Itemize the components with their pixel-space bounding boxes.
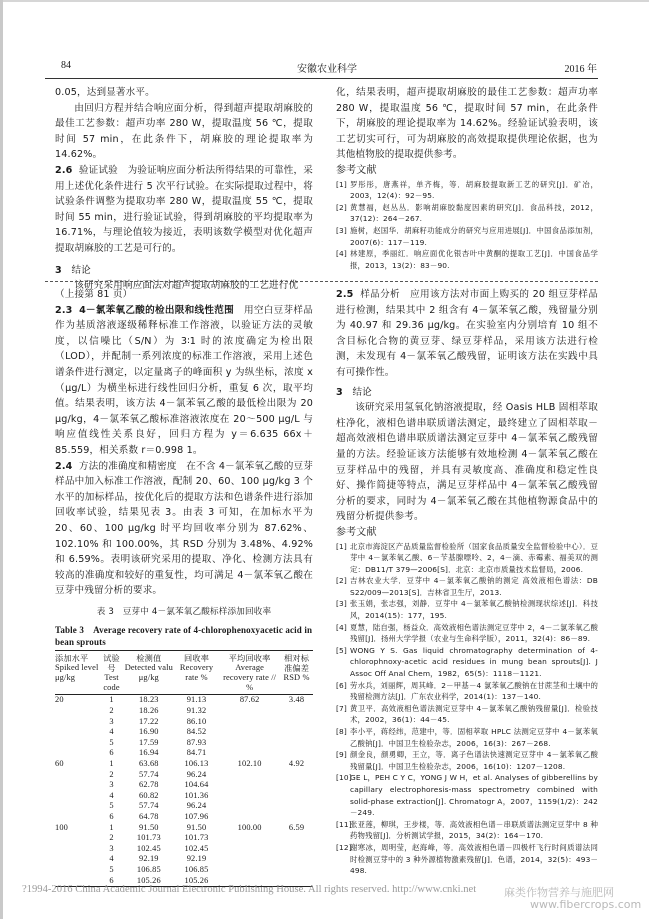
cell-test-code: 4 bbox=[109, 790, 114, 800]
reference-item bbox=[336, 598, 598, 621]
section-title: 样品分析 bbox=[360, 289, 400, 300]
cell-average-recovery bbox=[219, 854, 280, 865]
table-header-row bbox=[55, 651, 313, 695]
cell-detected-value: 101.73 bbox=[136, 833, 161, 843]
reference-text: 谢寒冰，周明莹，赵海峰，等．高效液相色谱－四极杆飞行时间质谱法同时检测豆芽中的 3 种外源植物激素残留[J]．色谱，2014，32(5)：493－498. bbox=[350, 842, 598, 876]
cell-detected-value: 16.94 bbox=[139, 748, 159, 758]
cell-test-code: 1 bbox=[109, 822, 114, 832]
cell-detected-value: 60.82 bbox=[139, 790, 159, 800]
section-number: 2.5 bbox=[336, 289, 354, 300]
cell-detected-value: 17.22 bbox=[139, 716, 159, 726]
cell-spiked-level bbox=[55, 801, 99, 812]
reference-list bbox=[336, 179, 598, 272]
cell-average-recovery bbox=[219, 791, 280, 802]
cell-rsd bbox=[280, 791, 313, 802]
section-number: 2.4 bbox=[55, 460, 73, 472]
header-detected-value: 检测值 Detected valu μg/kg bbox=[124, 653, 173, 683]
reference-item bbox=[336, 772, 598, 818]
reference-item bbox=[336, 703, 598, 726]
header-recovery-rate: 回收率 Recovery rate % bbox=[179, 653, 214, 683]
section-number: 3 bbox=[336, 386, 343, 398]
header-spiked-level: 添加水平 Spiked level μg/kg bbox=[55, 653, 99, 683]
cell-average-recovery bbox=[219, 780, 280, 791]
cell-detected-value: 18.23 bbox=[139, 695, 159, 705]
section-title: 结论 bbox=[352, 386, 372, 398]
cell-average-recovery bbox=[219, 738, 280, 749]
reference-number: [6] bbox=[336, 680, 347, 690]
cell-recovery-rate: 106.13 bbox=[184, 759, 209, 769]
table-row bbox=[55, 706, 313, 717]
table-row bbox=[55, 780, 313, 791]
cell-rsd: 6.59 bbox=[288, 822, 305, 832]
reference-number: [10] bbox=[336, 773, 352, 783]
cell-spiked-level bbox=[55, 854, 99, 865]
table-row bbox=[55, 865, 313, 876]
section-text: 为验证响应面分析法所得结果的可靠性，采用上述优化条件进行 5 次平行试验。在实际提取过程中，将试验条件调整为提取功率 280 W，提取温度 55 ℃，提取时间 55 min，进行验证试验，得到胡麻胶的平均提取率为 16.71%，与理论值较为接近，表明该数学模型对优化超声提取胡麻胶的工艺是可行的。 bbox=[55, 164, 313, 254]
table-row bbox=[55, 695, 313, 706]
cell-test-code: 4 bbox=[109, 854, 114, 864]
cell-detected-value: 106.85 bbox=[136, 864, 161, 874]
reference-text: 张亚莲，柳琪，王步楼，等．高效液相色谱－串联质谱法测定豆芽中 8 种药物残留[J]．分析测试学报，2015，34(2)：164－170. bbox=[350, 819, 598, 841]
section-number: 3 bbox=[55, 264, 62, 276]
reference-item bbox=[336, 680, 598, 703]
cell-spiked-level bbox=[55, 738, 99, 749]
reference-item bbox=[336, 819, 598, 842]
cell-spiked-level: 100 bbox=[55, 822, 69, 832]
cell-recovery-rate: 104.64 bbox=[184, 780, 209, 790]
reference-number: [12] bbox=[336, 842, 352, 852]
cell-average-recovery bbox=[219, 748, 280, 759]
cell-rsd bbox=[280, 738, 313, 749]
table-row bbox=[55, 770, 313, 781]
cell-test-code: 6 bbox=[109, 812, 114, 821]
table-caption-en: Table 3 Average recovery rate of 4-chlorophenoxyacetic acid in bean sprouts bbox=[55, 625, 313, 648]
cell-rsd bbox=[280, 854, 313, 865]
page-left-edge bbox=[0, 0, 3, 919]
cell-recovery-rate: 91.32 bbox=[186, 706, 207, 716]
cell-recovery-rate: 105.26 bbox=[174, 876, 219, 887]
reference-number: [9] bbox=[336, 750, 347, 760]
reference-number: [2] bbox=[336, 202, 347, 212]
reference-item bbox=[336, 726, 598, 749]
cell-rsd bbox=[280, 865, 313, 876]
cell-test-code: 3 bbox=[109, 780, 114, 790]
cell-average-recovery bbox=[219, 833, 280, 844]
cell-average-recovery: 87.62 bbox=[239, 695, 260, 705]
cell-rsd bbox=[280, 844, 313, 855]
cell-rsd: 3.48 bbox=[288, 695, 305, 705]
section-number: 2.3 bbox=[55, 304, 73, 316]
cell-test-code: 4 bbox=[109, 727, 114, 737]
header-test-code: 试验号 Test code bbox=[103, 653, 120, 693]
section-title: 结论 bbox=[71, 264, 91, 276]
table-row bbox=[55, 717, 313, 728]
cell-spiked-level bbox=[55, 791, 99, 802]
cell-recovery-rate: 86.10 bbox=[186, 716, 207, 726]
reference-item bbox=[336, 749, 598, 772]
reference-text: 林建原，季丽红．响应面优化银杏叶中黄酮的提取工艺[J]．中国食品学报，2013，13(2)：83－90. bbox=[350, 249, 598, 270]
reference-text: 罗彤彤，唐燕祥，单齐梅，等．胡麻胶提取新工艺的研究[J]．矿冶，2003，12(4)：92－95. bbox=[350, 179, 598, 201]
cell-recovery-rate: 91.13 bbox=[186, 695, 207, 705]
top-left-column bbox=[55, 85, 313, 294]
cell-test-code: 6 bbox=[109, 748, 114, 758]
section-2-3 bbox=[55, 303, 313, 459]
references-heading: 参考文献 bbox=[336, 526, 377, 538]
cell-test-code: 3 bbox=[109, 716, 114, 726]
reference-text: 劳水兵，刘丽辉，周其峰．2－甲基－4 氯苯氧乙酸钠在甘蔗茎和土壤中的残留检测方法[J]．广东农业科学，2014(1)：137－140. bbox=[350, 680, 598, 702]
continued-note: （上接第 81 页） bbox=[55, 289, 133, 300]
cell-average-recovery bbox=[219, 706, 280, 717]
cell-recovery-rate: 84.71 bbox=[186, 748, 207, 758]
page-top-edge bbox=[0, 0, 649, 2]
cell-average-recovery bbox=[219, 812, 280, 823]
header-rsd: 相对标准偏差 RSD % bbox=[283, 653, 310, 683]
section-3-heading bbox=[55, 263, 313, 279]
cell-rsd: 4.92 bbox=[288, 759, 305, 769]
section-text: 在不含 4－氯苯氧乙酸的豆芽样品中加入标准工作溶液，配制 20、60、100 μg/kg 3 个水平的加标样品，按优化后的提取方法和色谱条件进行添加回收率试验，结果见表 3。由表 3 可知，在加标水平为 20、60、100 μg/kg 时平均回收率分别为 87.62%、102.10% 和 100.00%，其 RSD 分别为 3.48%、4.92% 和 6.59%。表明该研究采用的提取、净化、检测方法具有较高的准确度和较好的重复性，均可满足 4－氯苯氧乙酸在豆芽中残留分析的要求。 bbox=[55, 460, 313, 597]
cell-rsd bbox=[280, 801, 313, 812]
reference-number: [1] bbox=[336, 541, 347, 551]
bottom-left-column bbox=[55, 287, 313, 887]
references-heading: 参考文献 bbox=[336, 164, 377, 176]
journal-name: 安徽农业科学 bbox=[297, 64, 357, 75]
reference-text: 北京市海淀区产品质量监督检验所（国家食品质量安全监督检验中心）．豆芽中 4－氯苯氧乙酸、6－苄基腺嘌呤、2，4－滴、赤霉素、福美双的测定：DB11/T 379—2006[S]．北京：北京市质量技术监督局，2006. bbox=[350, 541, 598, 574]
table-row bbox=[55, 823, 313, 834]
top-right-column bbox=[336, 85, 598, 271]
reference-item bbox=[336, 645, 598, 680]
cell-rsd bbox=[280, 780, 313, 791]
reference-number: [5] bbox=[336, 645, 347, 655]
cell-test-code: 1 bbox=[109, 695, 114, 705]
cell-rsd bbox=[280, 833, 313, 844]
paragraph: 0.05，达到显著水平。 bbox=[55, 87, 155, 98]
cell-spiked-level bbox=[55, 833, 99, 844]
page-number: 84 bbox=[61, 60, 71, 71]
cell-recovery-rate: 92.19 bbox=[186, 854, 207, 864]
cell-rsd bbox=[280, 727, 313, 738]
cell-test-code: 6 bbox=[99, 876, 123, 887]
cell-recovery-rate: 96.24 bbox=[186, 769, 207, 779]
reference-text: 吉林农业大学．豆芽中 4－氯苯氧乙酸钠的测定 高效液相色谱法：DB S22/009—2013[S]．吉林省卫生厅，2013. bbox=[350, 576, 598, 597]
reference-item bbox=[336, 202, 598, 225]
reference-text: 颜金良，颜勇卿，王立，等．离子色谱法快速测定豆芽中 4－氯苯氧乙酸残留量[J]．中国卫生检验杂志，2006，16(10)：1207－1208. bbox=[350, 750, 598, 771]
cell-detected-value: 64.78 bbox=[139, 812, 159, 821]
cell-test-code: 2 bbox=[109, 706, 114, 716]
running-header bbox=[57, 60, 597, 78]
article-separator bbox=[45, 281, 598, 282]
reference-item bbox=[336, 248, 598, 271]
cell-average-recovery bbox=[219, 770, 280, 781]
reference-number: [11] bbox=[336, 819, 352, 829]
table-row bbox=[55, 801, 313, 812]
reference-item bbox=[336, 622, 598, 645]
cell-spiked-level bbox=[55, 865, 99, 876]
cell-detected-value: 63.68 bbox=[139, 759, 159, 769]
reference-text: WONG Y S. Gas liquid chromatography determination of 4-chlorophnoxy-acetic acid residues in mung bean sprouts[J]. J Assoc Off Anal Chem，1982，65(5)：1118－1121. bbox=[350, 645, 598, 679]
reference-text: 施树，赵国华．胡麻籽功能成分的研究与应用进展[J]．中国食品添加剂，2007(6)：117－119. bbox=[350, 225, 598, 247]
table-row bbox=[55, 759, 313, 770]
table-row bbox=[55, 738, 313, 749]
cell-test-code: 3 bbox=[109, 843, 114, 853]
cell-average-recovery: 102.10 bbox=[237, 759, 262, 769]
reference-text: 张玉娟，张志强，刘静．豆芽中 4－氯苯氧乙酸钠检测现状综述[J]．科技风，2014(15)：177，195. bbox=[350, 599, 598, 621]
section-text: 用空白豆芽样品作为基质溶液逐级稀释标准工作溶液，以验证方法的灵敏度，以信噪比（S/N）为 3∶1 时的浓度确定为检出限（LOD），并配制一系列浓度的标准工作溶液，采用上述色谱条件进行测定，以定量离子的峰面积 y 为纵坐标，浓度 x（μg/L）为横坐标进行线性回归分析，重复 6 次，取平均值。结果表明，该方法 4－氯苯氧乙酸的最低检出限为 20 μg/kg，4－氯苯氧乙酸标准溶液浓度在 20～500 μg/L 与响应值线性关系良好，回归方程为 y＝6.635 66x＋85.559，相关系数 r＝0.998 1。 bbox=[55, 304, 313, 456]
cell-spiked-level bbox=[55, 706, 99, 717]
reference-item bbox=[336, 575, 598, 598]
cell-detected-value: 16.90 bbox=[139, 727, 159, 737]
reference-item bbox=[336, 842, 598, 877]
table-row bbox=[55, 854, 313, 865]
cell-recovery-rate: 87.93 bbox=[186, 737, 207, 747]
cell-recovery-rate: 106.85 bbox=[184, 864, 209, 874]
section-3-heading bbox=[336, 385, 598, 401]
bottom-right-column bbox=[336, 287, 598, 877]
cell-recovery-rate: 107.96 bbox=[184, 812, 209, 821]
cell-spiked-level bbox=[55, 748, 99, 759]
cell-test-code: 2 bbox=[109, 769, 114, 779]
cell-detected-value: 18.26 bbox=[139, 706, 159, 716]
cell-recovery-rate: 101.73 bbox=[184, 833, 209, 843]
cell-spiked-level: 60 bbox=[55, 759, 64, 769]
header-rule bbox=[45, 78, 598, 79]
cell-rsd bbox=[280, 770, 313, 781]
reference-text: GE L，PEH C Y C，YONG J W H，et al. Analyses of gibberellins by capillary electrophoresis-mass spectrometry combined with solid-phase extraction[J]. Chromatogr A，2007，1159(1/2)：242－249. bbox=[350, 773, 598, 818]
reference-text: 黄慧福，赵丛丛．影响胡麻胶黏度因素的研究[J]．食品科技，2012，37(12)：264－267. bbox=[350, 202, 598, 224]
table-row bbox=[55, 791, 313, 802]
cell-test-code: 5 bbox=[109, 801, 114, 811]
cell-average-recovery bbox=[219, 865, 280, 876]
watermark-text: 麻类作物营养与施肥网 bbox=[504, 886, 614, 899]
section-title: 方法的准确度和精密度 bbox=[78, 460, 177, 472]
cell-average-recovery bbox=[219, 844, 280, 855]
cell-average-recovery: 100.00 bbox=[237, 822, 262, 832]
cell-spiked-level bbox=[55, 780, 99, 791]
cell-spiked-level bbox=[55, 844, 99, 855]
cell-spiked-level bbox=[55, 727, 99, 738]
reference-item bbox=[336, 179, 598, 202]
cell-test-code: 1 bbox=[109, 759, 114, 769]
table-row bbox=[55, 812, 313, 823]
cell-rsd bbox=[280, 748, 313, 759]
cell-test-code: 5 bbox=[109, 864, 114, 874]
reference-list bbox=[336, 541, 598, 877]
cell-detected-value: 92.19 bbox=[139, 854, 159, 864]
reference-number: [4] bbox=[336, 622, 347, 632]
cell-rsd bbox=[280, 706, 313, 717]
section-title: 验证试验 bbox=[78, 164, 118, 176]
cell-recovery-rate: 84.52 bbox=[186, 727, 207, 737]
cell-detected-value: 57.74 bbox=[139, 769, 159, 779]
paragraph: 由回归方程并结合响应面分析，得到超声提取胡麻胶的最佳工艺参数：超声功率 280 W，提取温度 56 ℃，提取时间 57 min，在此条件下，胡麻胶的理论提取率为 14.62%。 bbox=[55, 102, 313, 161]
cell-spiked-level bbox=[55, 717, 99, 728]
paragraph: 该研究采用氢氧化钠溶液提取，经 Oasis HLB 固相萃取柱净化，液相色谱串联质谱法测定，最终建立了固相萃取－超高效液相色谱串联质谱法测定豆芽中 4－氯苯氧乙酸残留量的方法。经验证该方法能够有效地检测 4－氯苯氧乙酸在豆芽样品中的残留，并具有灵敏度高、准确度和稳定性良好、操作简捷等特点，满足豆芽样品中 4－氯苯氧乙酸残留分析的要求，同时为 4－氯苯氧乙酸在其他植物源食品中的残留分析提供参考。 bbox=[336, 402, 598, 523]
cell-spiked-level bbox=[55, 812, 99, 823]
paragraph: 该研究采用响应面法对超声提取胡麻胶的工艺进行优 bbox=[74, 280, 299, 292]
table-row bbox=[55, 727, 313, 738]
reference-number: [2] bbox=[336, 576, 347, 586]
publication-year: 2016 年 bbox=[564, 64, 597, 75]
cell-detected-value: 102.45 bbox=[136, 843, 161, 853]
section-title: 4－氯苯氧乙酸的检出限和线性范围 bbox=[79, 304, 235, 316]
section-2-5 bbox=[336, 287, 598, 381]
section-text: 应用该方法对市面上购买的 20 组豆芽样品进行检测，结果其中 2 组含有 4－氯苯氧乙酸，残留量分别为 40.97 和 29.36 μg/kg。在实验室内分别培育 10 组不含目标化合物的黄豆芽、绿豆芽样品，采用该方法进行检测，未发现有 4－氯苯氧乙酸残留，证明该方法在实践中具有可操作性。 bbox=[336, 289, 598, 378]
cell-average-recovery bbox=[219, 801, 280, 812]
cell-average-recovery bbox=[219, 717, 280, 728]
reference-number: [8] bbox=[336, 727, 347, 736]
cell-recovery-rate: 96.24 bbox=[186, 801, 207, 811]
cell-detected-value: 57.74 bbox=[139, 801, 159, 811]
reference-item bbox=[336, 541, 598, 576]
section-number: 2.6 bbox=[55, 164, 73, 176]
cell-recovery-rate: 91.50 bbox=[186, 822, 207, 832]
cell-test-code: 2 bbox=[109, 833, 114, 843]
table-row bbox=[55, 748, 313, 759]
reference-text: 李小平，蒋经纬，范建中，等．固相萃取 HPLC 法测定豆芽中 4－氯苯氧乙酸钠[J]．中国卫生检验杂志，2006，16(3)：267－268. bbox=[350, 727, 598, 748]
table-title-cn: 表 3 豆芽中 4－氯苯氧乙酸标样添加回收率 bbox=[96, 606, 272, 617]
cell-recovery-rate: 102.45 bbox=[184, 843, 209, 853]
reference-text: 夏慧，陆自强，杨益众．高效液相色谱法测定豆芽中 2，4－二氯苯氧乙酸残留[J]．扬州大学学报（农业与生命科学版），2011，32(4)：86－89. bbox=[350, 622, 598, 644]
table-row bbox=[55, 833, 313, 844]
section-2-4 bbox=[55, 459, 313, 599]
cell-recovery-rate: 101.36 bbox=[184, 790, 209, 800]
paragraph: 化，结果表明，超声提取胡麻胶的最佳工艺参数：超声功率 280 W，提取温度 56 ℃，提取时间 57 min，在此条件下，胡麻胶的理论提取率为 14.62%。经验证试验表明，该工艺切实可行，可为胡麻胶的高效提取提供理论依据，也为其他植物胶的提取提供参考。 bbox=[336, 87, 598, 161]
copyright-footer: ?1994-2016 China Academic Journal Electronic Publishing House. All rights reserved. http://www.cnki.net bbox=[22, 884, 477, 895]
reference-number: [3] bbox=[336, 599, 347, 609]
cell-spiked-level bbox=[55, 770, 99, 781]
cell-detected-value: 17.59 bbox=[139, 737, 159, 747]
reference-number: [7] bbox=[336, 703, 347, 713]
section-2-6 bbox=[55, 163, 313, 257]
cell-rsd bbox=[280, 717, 313, 728]
reference-number: [3] bbox=[336, 225, 347, 235]
reference-number: [4] bbox=[336, 249, 347, 259]
reference-number: [1] bbox=[336, 179, 347, 189]
cell-detected-value: 91.50 bbox=[139, 822, 159, 832]
cell-rsd bbox=[280, 812, 313, 823]
cell-detected-value: 105.26 bbox=[124, 876, 174, 887]
cell-test-code: 5 bbox=[109, 737, 114, 747]
cell-average-recovery bbox=[219, 727, 280, 738]
cell-detected-value: 62.78 bbox=[139, 780, 159, 790]
header-average-recovery: 平均回收率 Average recovery rate // % bbox=[223, 653, 277, 693]
table-row bbox=[55, 844, 313, 855]
reference-text: 黄卫平．高效液相色谱法测定豆芽中 4－氯苯氧乙酸钠残留量[J]．检验技术，2002，36(1)：44－45. bbox=[350, 703, 598, 725]
cell-spiked-level: 20 bbox=[55, 695, 64, 705]
watermark-url: www.fibercrops.com bbox=[530, 898, 642, 911]
recovery-table bbox=[55, 650, 313, 887]
reference-item bbox=[336, 225, 598, 248]
table-body bbox=[55, 695, 313, 887]
